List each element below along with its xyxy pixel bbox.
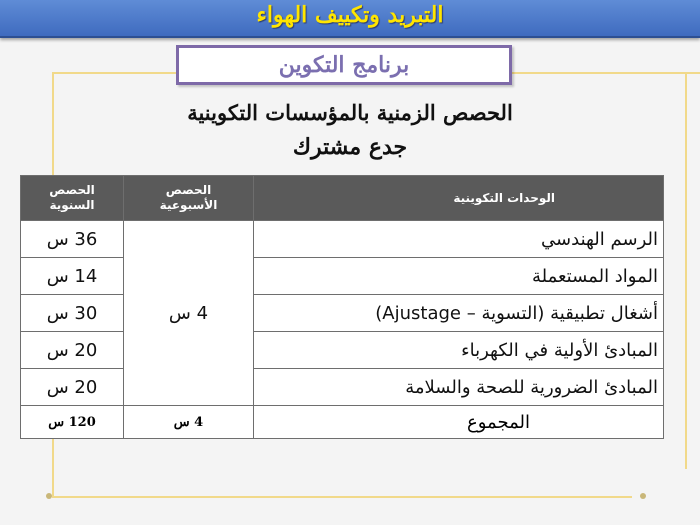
table-total-row <box>21 406 664 439</box>
unit-cell: المبادئ الضرورية للصحة والسلامة <box>254 369 664 406</box>
header-annual <box>21 176 124 221</box>
table-row <box>21 295 664 332</box>
slide-title: التبريد وتكييف الهواء <box>256 2 444 28</box>
table-header-row <box>21 176 664 221</box>
table-row <box>21 369 664 406</box>
table-row <box>21 332 664 369</box>
header-weekly <box>124 176 254 221</box>
frame-left-top-line <box>52 72 176 74</box>
annual-cell: 20 س <box>21 369 124 406</box>
annual-cell: 14 س <box>21 258 124 295</box>
total-annual: 120 س <box>21 406 124 439</box>
annual-cell: 30 س <box>21 295 124 332</box>
frame-dot-left <box>46 493 52 499</box>
frame-right-line <box>685 74 687 469</box>
table-row <box>21 258 664 295</box>
heading-common-core: جدع مشترك <box>292 134 408 160</box>
unit-cell: أشغال تطبيقية (التسوية – Ajustage) <box>254 295 664 332</box>
weekly-cell: 4 س <box>124 221 254 406</box>
unit-cell: المبادئ الأولية في الكهرباء <box>254 332 664 369</box>
schedule-table <box>20 175 664 439</box>
frame-bottom-line <box>52 496 632 498</box>
total-weekly: 4 س <box>124 406 254 439</box>
annual-cell: 36 س <box>21 221 124 258</box>
header-weekly-text: الحصص الأسبوعية <box>159 183 218 212</box>
heading-time-allocation: الحصص الزمنية بالمؤسسات التكوينية <box>187 100 513 125</box>
annual-cell: 20 س <box>21 332 124 369</box>
header-annual-text: الحصص السنوية <box>49 183 95 212</box>
table-row <box>21 221 664 258</box>
program-box <box>176 45 512 85</box>
header-units: الوحدات التكوينية <box>254 176 664 221</box>
unit-cell: الرسم الهندسي <box>254 221 664 258</box>
frame-dot-right <box>640 493 646 499</box>
program-label: برنامج التكوين <box>278 52 410 78</box>
unit-cell: المواد المستعملة <box>254 258 664 295</box>
total-label: المجموع <box>254 406 664 439</box>
title-bar <box>0 0 700 38</box>
